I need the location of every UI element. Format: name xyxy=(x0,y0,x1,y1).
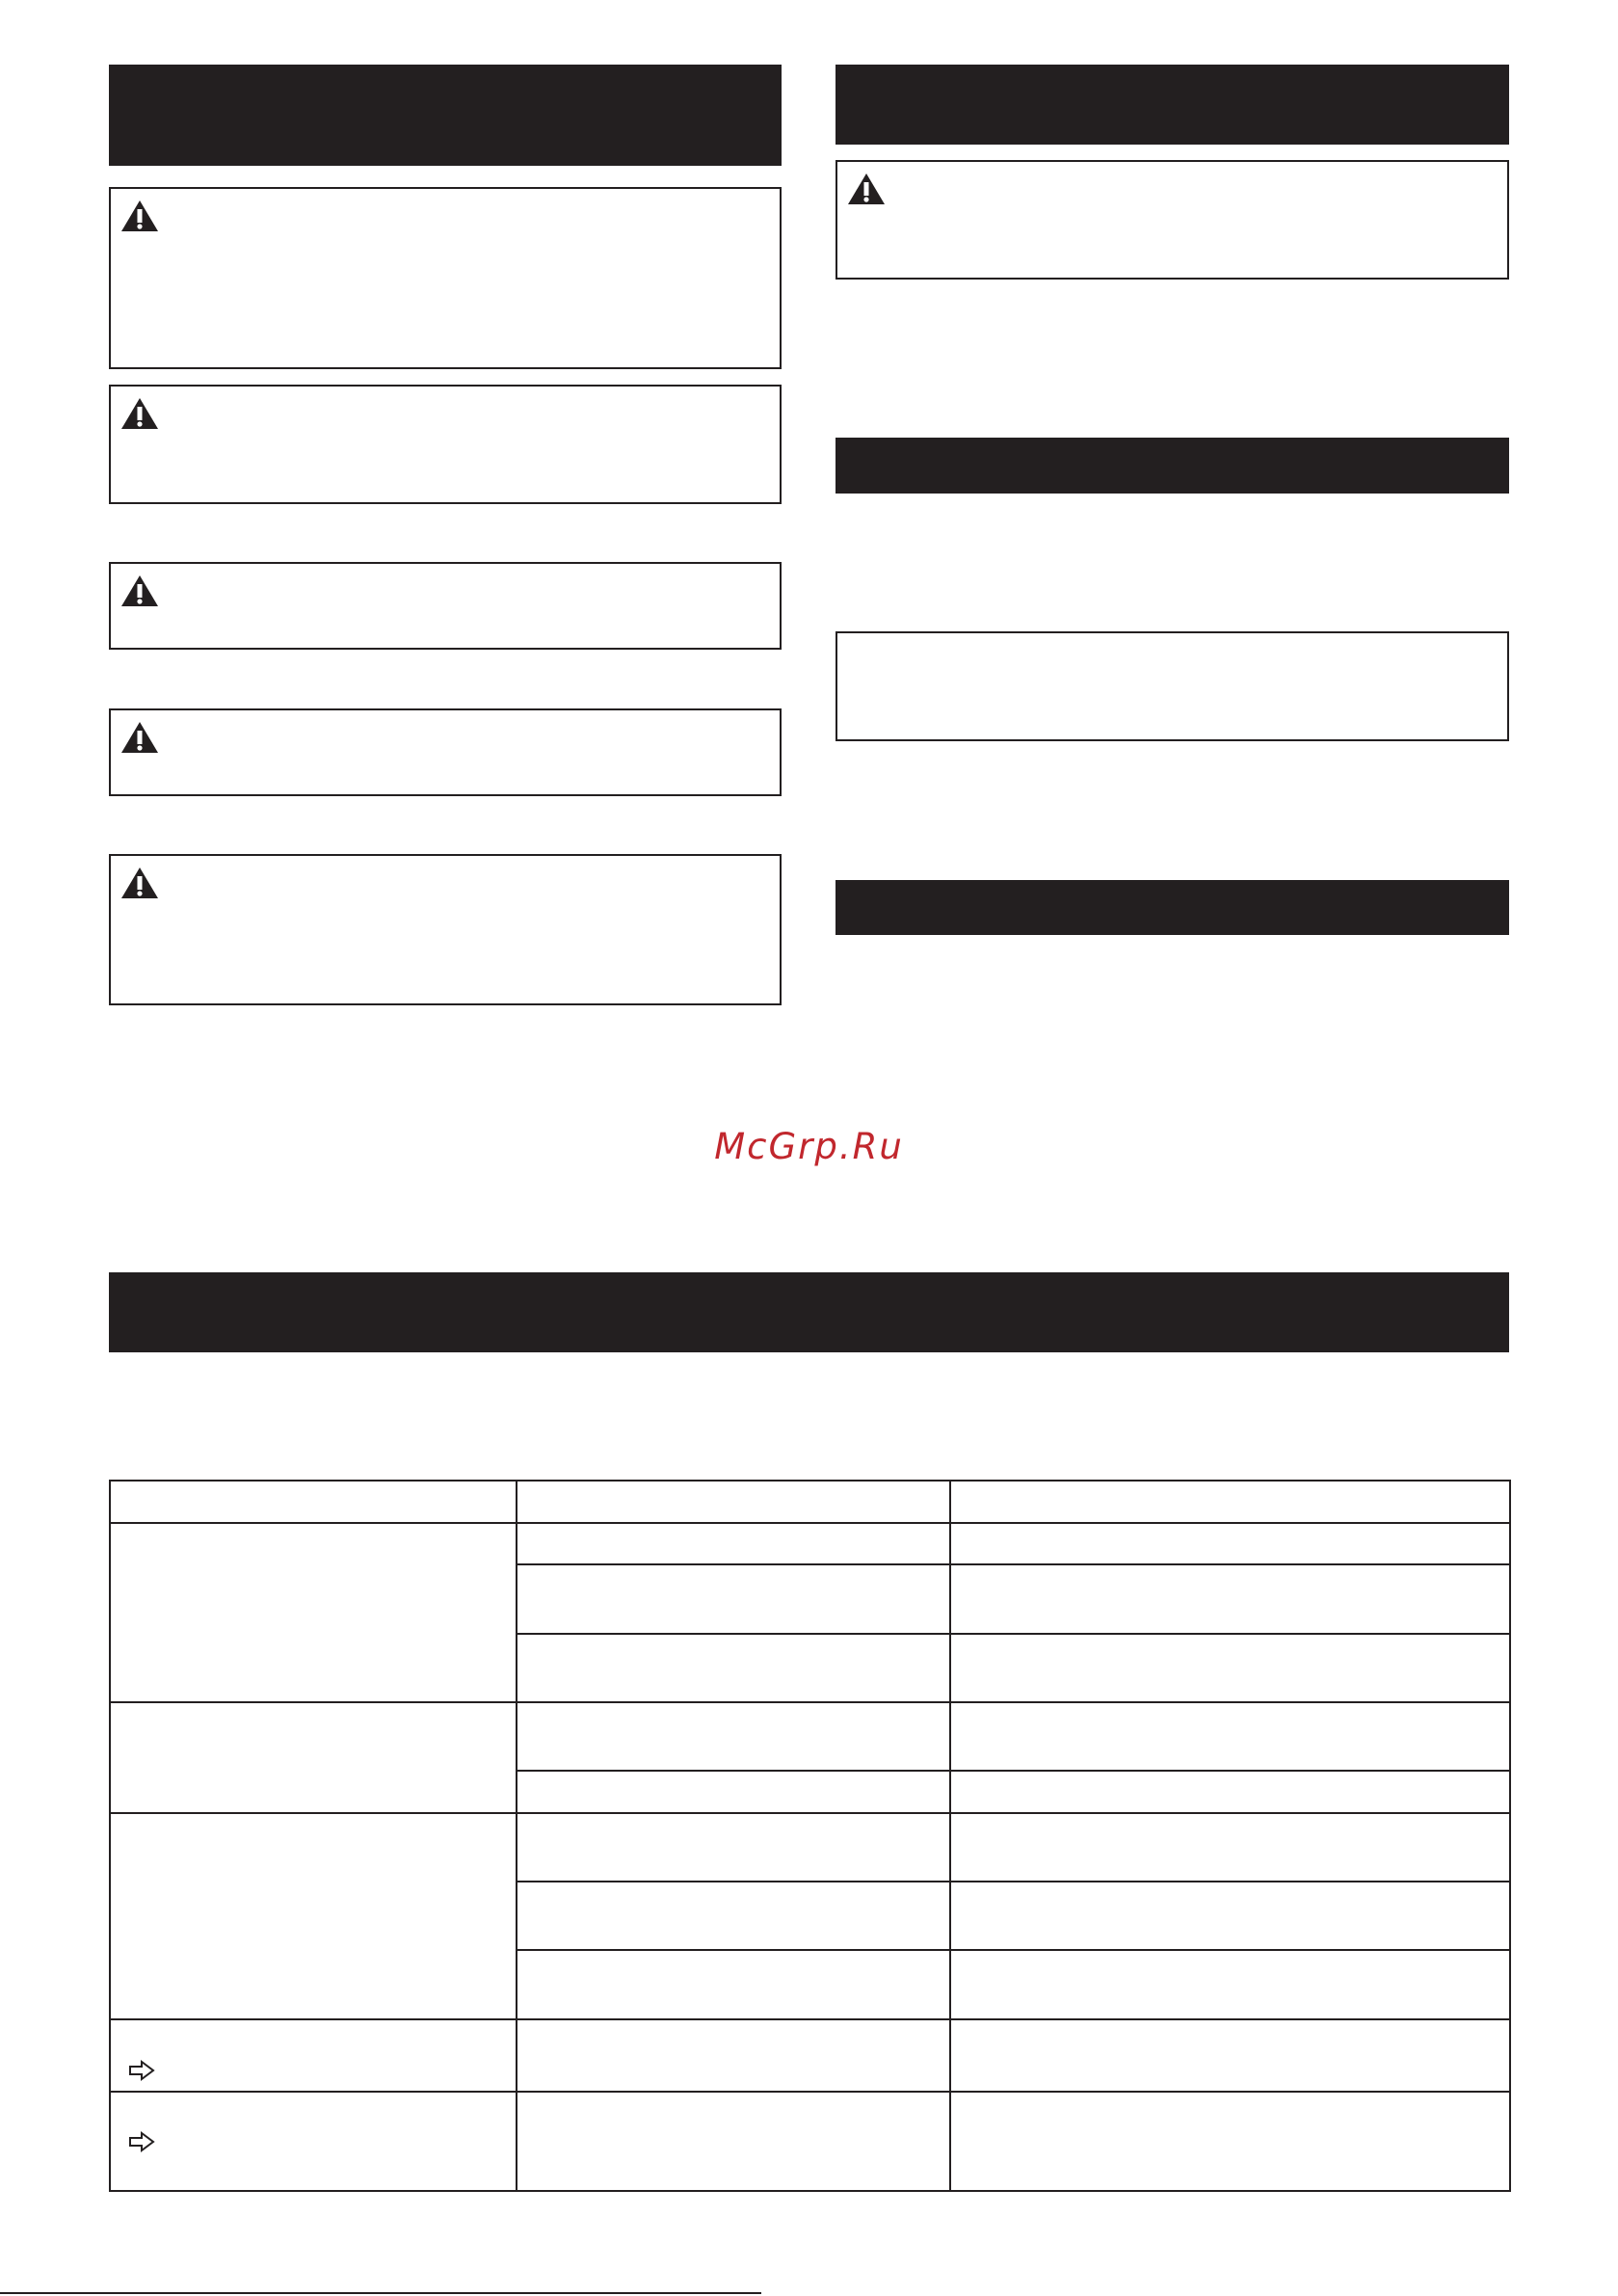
table-cell xyxy=(950,1702,1510,1771)
warning-triangle-icon xyxy=(120,199,159,233)
table-header-row xyxy=(110,1481,1510,1523)
table-cell xyxy=(110,1813,517,2019)
warning-triangle-icon xyxy=(120,396,159,431)
table-cell xyxy=(950,1950,1510,2019)
right-section-header-bar-2 xyxy=(836,438,1509,494)
table-row xyxy=(110,2092,1510,2191)
table-header-cell xyxy=(950,1481,1510,1523)
warning-triangle-icon xyxy=(120,720,159,755)
table-header-cell xyxy=(517,1481,950,1523)
outline-right-arrow-icon xyxy=(128,2131,155,2152)
warning-box-1 xyxy=(109,187,782,369)
warning-box-5 xyxy=(109,854,782,1005)
warning-box-2 xyxy=(109,385,782,504)
table-cell xyxy=(950,1882,1510,1950)
outline-right-arrow-icon xyxy=(128,2060,155,2081)
table-row xyxy=(110,2019,1510,2092)
table-header-cell xyxy=(110,1481,517,1523)
table-cell xyxy=(517,1813,950,1882)
table-cell xyxy=(517,1523,950,1564)
table-cell xyxy=(110,1702,517,1813)
right-section-header-bar-3 xyxy=(836,880,1509,935)
footer-rule xyxy=(0,2292,761,2294)
table-cell-with-arrow xyxy=(110,2019,517,2092)
table-cell xyxy=(950,1771,1510,1813)
table-cell xyxy=(517,1950,950,2019)
table-cell xyxy=(517,1771,950,1813)
warning-triangle-icon xyxy=(120,574,159,608)
table-cell-with-arrow xyxy=(110,2092,517,2191)
warning-triangle-icon xyxy=(847,172,886,206)
troubleshooting-table xyxy=(109,1480,1511,2192)
table-row xyxy=(110,1523,1510,1564)
warning-box-3 xyxy=(109,562,782,650)
table-cell xyxy=(950,2092,1510,2191)
table-cell xyxy=(517,2019,950,2092)
note-box-right xyxy=(836,631,1509,741)
table-cell xyxy=(517,1702,950,1771)
watermark: McGrp.Ru xyxy=(714,1126,904,1167)
table-cell xyxy=(950,1634,1510,1702)
table-row xyxy=(110,1813,1510,1882)
table-cell xyxy=(517,1564,950,1634)
warning-box-right xyxy=(836,160,1509,280)
table-cell xyxy=(950,2019,1510,2092)
table-cell xyxy=(517,2092,950,2191)
table-cell xyxy=(950,1523,1510,1564)
troubleshooting-header-bar xyxy=(109,1272,1509,1352)
left-section-header-bar xyxy=(109,65,782,166)
warning-triangle-icon xyxy=(120,866,159,900)
table-cell xyxy=(950,1564,1510,1634)
warning-box-4 xyxy=(109,708,782,796)
table-row xyxy=(110,1702,1510,1771)
table-cell xyxy=(110,1523,517,1702)
right-section-header-bar-1 xyxy=(836,65,1509,145)
table-cell xyxy=(517,1634,950,1702)
table-cell xyxy=(950,1813,1510,1882)
table-cell xyxy=(517,1882,950,1950)
